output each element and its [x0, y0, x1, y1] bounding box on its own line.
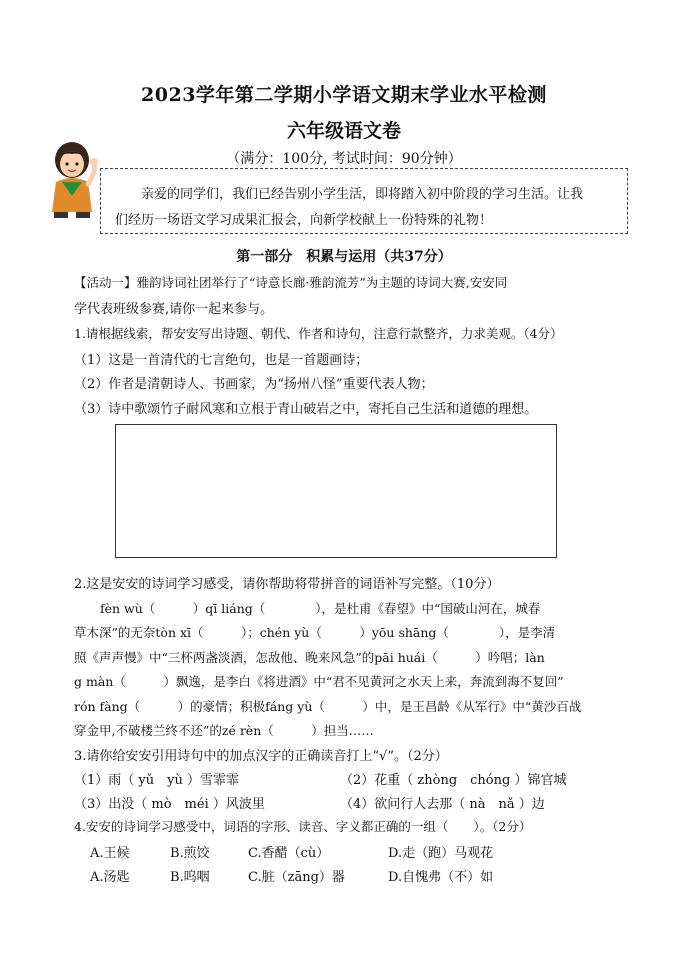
q4-choice-d2: D.自愧弗（不）如 — [388, 870, 494, 885]
q1-clue-1: （1）这是一首清代的七言绝句，也是一首题画诗； — [74, 353, 369, 368]
q2-line-4: g màn（ ）飘逸，是李白《将进酒》中“君不见黄河之水天上来，奔流到海不复回” — [74, 674, 564, 689]
q4-choice-c: C.香醋（cù） — [248, 846, 330, 861]
section-title: 第一部分 积累与运用（共37分） — [236, 249, 452, 265]
q4-choice-d: D.走（跑）马观花 — [388, 846, 494, 861]
activity-line-1: 【活动一】雅韵诗词社团举行了“诗意长廊·雅韵流芳”为主题的诗词大赛,安安同 — [74, 275, 508, 290]
q3-stem: 3.请你给安安引用诗句中的加点汉字的正确读音打上“√”。（2分） — [74, 749, 448, 764]
exam-title: 2023学年第二学期小学语文期末学业水平检测 — [141, 84, 547, 106]
q4-choice-c2: C.脏（zāng）器 — [248, 870, 345, 885]
q4-stem: 4.安安的诗词学习感受中，词语的字形、读音、字义都正确的一组（ ）。（2分） — [74, 819, 532, 834]
q1-clue-2: （2）作者是清朝诗人、书画家，为“扬州八怪”重要代表人物； — [74, 377, 434, 392]
q4-choice-b2: B.呜咽 — [170, 870, 210, 885]
intro-line-1: 亲爱的同学们，我们已经告别小学生活，即将踏入初中阶段的学习生活。让我 — [141, 187, 584, 202]
q2-line-2: 草木深”的无奈tòn xī（ ）；chén yù（ ）yōu shāng（ ），是李清 — [74, 625, 556, 640]
q2-line-3: 照《声声慢》中“三杯两盏淡酒，怎敌他、晚来风急”的pāi huái（ ）吟唱；làn — [74, 650, 545, 665]
intro-line-2: 们经历一场语文学习成果汇报会，向新学校献上一份特殊的礼物！ — [115, 213, 493, 228]
q3-option-4: （4）欲问行人去那（ nà nǎ ）边 — [340, 797, 545, 812]
q1-clue-3: （3）诗中歌颂竹子耐风寒和立根于青山破岩之中，寄托自己生活和道德的理想。 — [74, 402, 538, 417]
q2-line-6: 穿金甲,不破楼兰终不还”的zé rèn（ ）担当…… — [74, 723, 374, 738]
q4-choice-a2: A.汤匙 — [90, 870, 130, 885]
q2-line-1: fèn wù（ ）qī liáng（ ），是杜甫《春望》中“国破山河在，城春 — [100, 601, 541, 616]
q4-choice-b: B.煎饺 — [170, 846, 210, 861]
intro-box — [100, 168, 628, 234]
girl-mascot-icon — [40, 138, 104, 220]
q4-choice-a: A.王候 — [90, 846, 130, 861]
q2-line-5: rón fàng（ ）的豪情；积极fáng yù（ ）中，是王昌龄《从军行》中“黄沙百战 — [74, 699, 582, 714]
q3-option-1: （1）雨（ yǔ yù ）雪霏霏 — [74, 773, 239, 788]
q3-option-2: （2）花重（ zhòng chóng ）锦官城 — [340, 773, 567, 788]
exam-subtitle: 六年级语文卷 — [286, 120, 401, 142]
q3-option-3: （3）出没（ mò méi ）风波里 — [74, 797, 265, 812]
q1-answer-box[interactable] — [115, 424, 557, 558]
activity-line-2: 学代表班级参赛,请你一起来参与。 — [74, 302, 274, 317]
q1-stem: 1.请根据线索，帮安安写出诗题、朝代、作者和诗句，注意行款整齐，力求美观。（4分） — [74, 326, 563, 341]
q2-stem: 2.这是安安的诗词学习感受，请你帮助将带拼音的词语补写完整。（10分） — [74, 577, 500, 592]
exam-meta: （满分：100分, 考试时间：90分钟） — [226, 151, 462, 167]
